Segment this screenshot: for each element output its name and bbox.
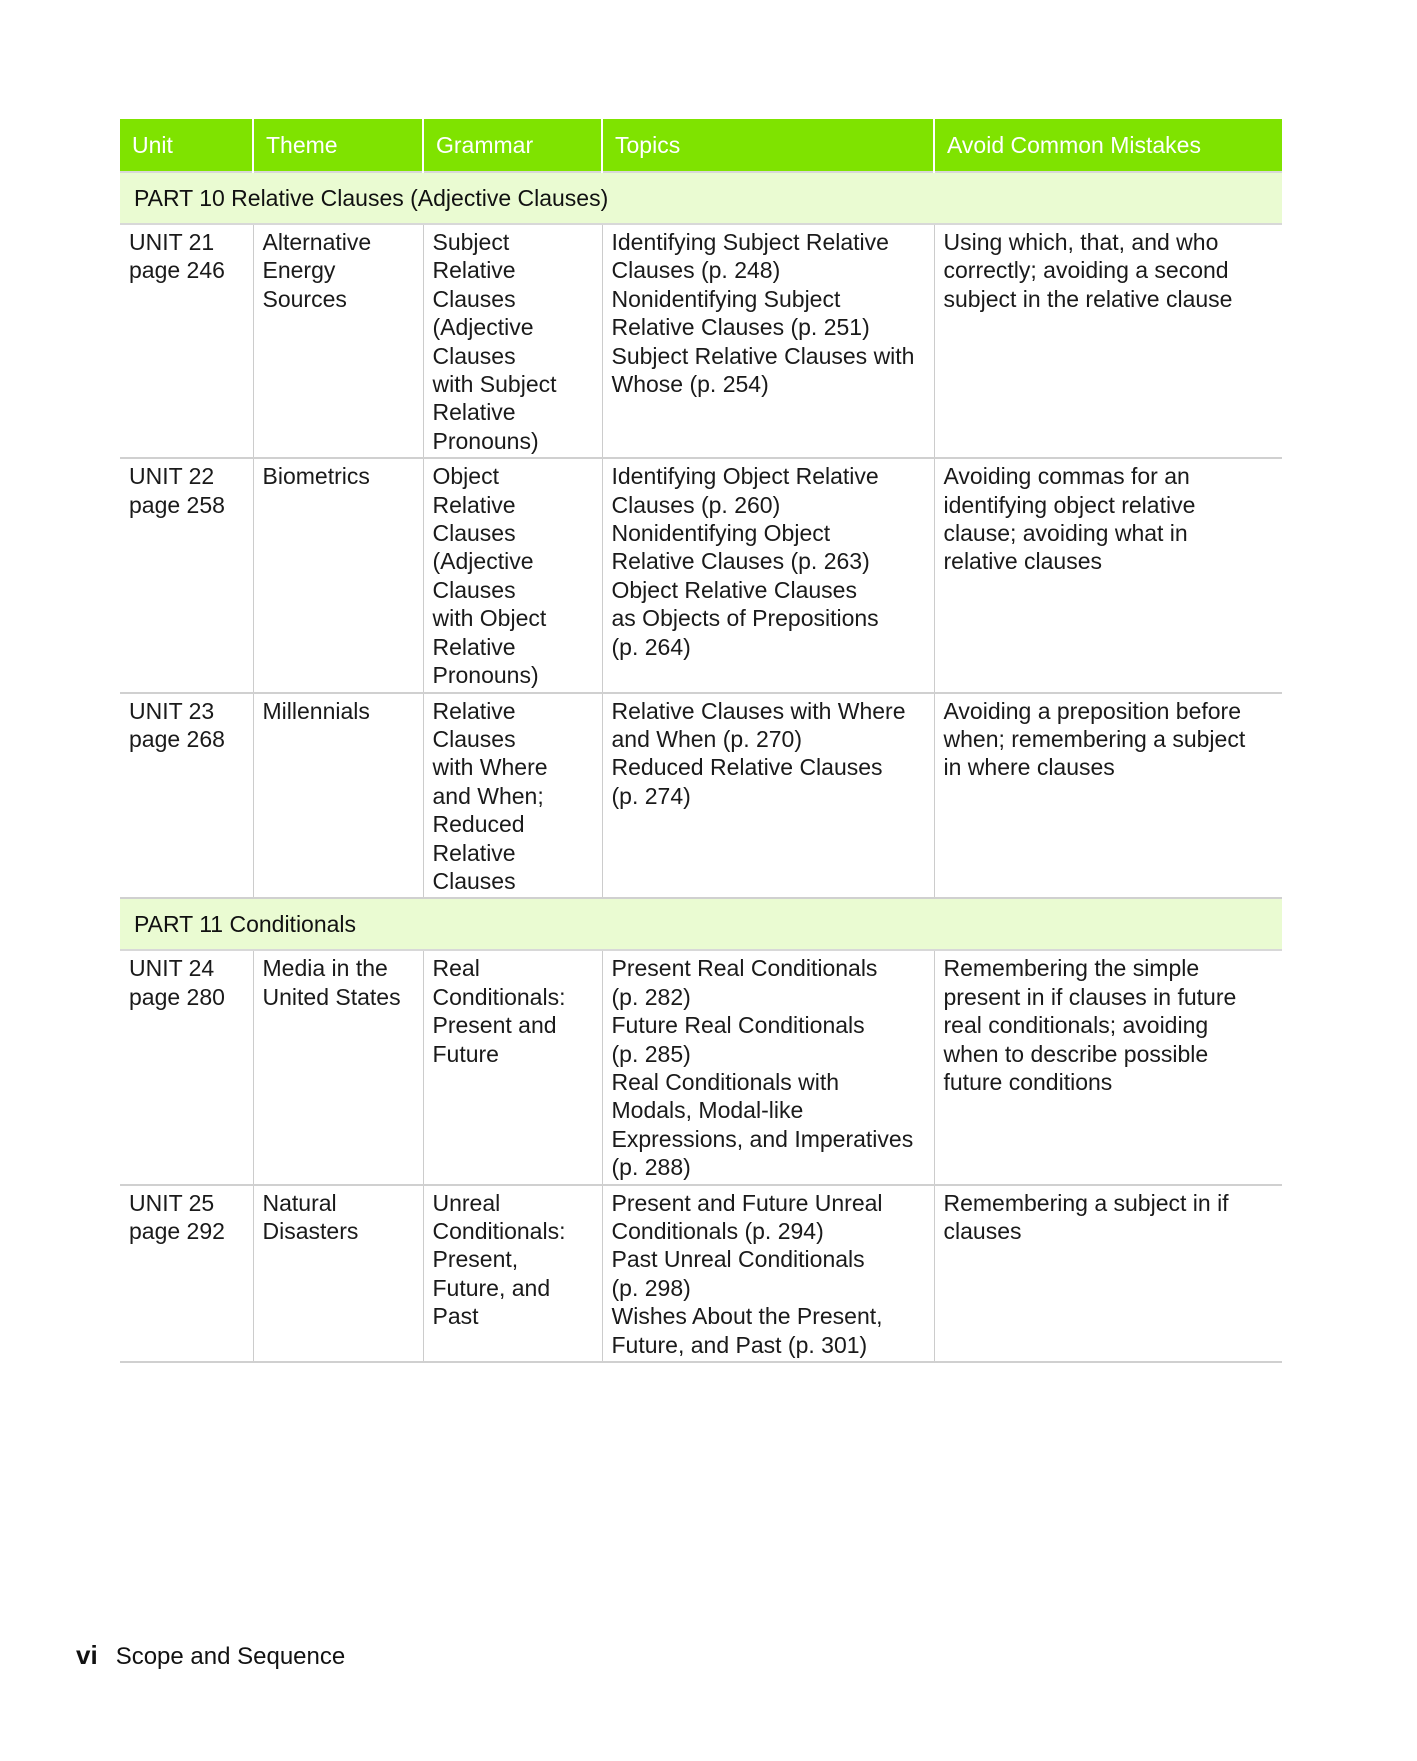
page-number: vi bbox=[76, 1640, 98, 1670]
grammar-line: Subject bbox=[432, 229, 510, 255]
theme-cell bbox=[253, 950, 423, 1184]
topics-line: Modals, Modal-like bbox=[611, 1097, 804, 1124]
topics-line: (p. 264) bbox=[611, 633, 691, 660]
mistakes-line: future conditions bbox=[943, 1068, 1113, 1095]
unit-line: page 246 bbox=[129, 257, 225, 284]
topics-line: Identifying Object Relative bbox=[611, 463, 879, 490]
topics-cell bbox=[602, 1185, 934, 1362]
grammar-cell bbox=[423, 224, 602, 458]
topics-line: Future Real Conditionals bbox=[611, 1012, 865, 1039]
theme-line: Biometrics bbox=[262, 463, 370, 490]
table-row bbox=[120, 693, 1282, 899]
grammar-line: Present, bbox=[432, 1246, 519, 1273]
grammar-line: Past bbox=[432, 1303, 479, 1330]
grammar-line: Real bbox=[432, 955, 480, 982]
part-row bbox=[120, 898, 1282, 950]
grammar-cell bbox=[423, 693, 602, 899]
mistakes-line: Avoiding commas for an bbox=[943, 463, 1190, 490]
topics-line: Reduced Relative Clauses bbox=[611, 754, 883, 781]
theme-cell bbox=[253, 1185, 423, 1362]
topics-line: Nonidentifying Object bbox=[611, 520, 831, 547]
grammar-line: Future bbox=[432, 1040, 499, 1067]
topics-cell bbox=[602, 224, 934, 458]
topics-line: as Objects of Prepositions bbox=[611, 605, 879, 632]
unit-line: UNIT 24 bbox=[129, 955, 215, 982]
unit-line: UNIT 22 bbox=[129, 463, 215, 490]
topics-line: Expressions, and Imperatives bbox=[611, 1125, 914, 1152]
header-unit: Unit bbox=[120, 119, 253, 172]
topics-line: (p. 288) bbox=[611, 1154, 691, 1181]
mistakes-line: correctly; avoiding a second bbox=[943, 257, 1229, 284]
grammar-line: Future, and bbox=[432, 1274, 551, 1301]
grammar-line: Relative bbox=[432, 491, 516, 518]
mistakes-line: subject in the relative clause bbox=[943, 285, 1233, 312]
table-row bbox=[120, 1185, 1282, 1362]
grammar-line: Clauses bbox=[432, 342, 516, 369]
mistakes-line: Avoiding a preposition before bbox=[943, 697, 1242, 724]
topics-line: (p. 274) bbox=[611, 782, 691, 809]
topics-line: Relative Clauses with Where bbox=[611, 697, 906, 724]
unit-line: page 292 bbox=[129, 1218, 225, 1244]
unit-cell bbox=[120, 458, 253, 692]
mistakes-cell bbox=[934, 1185, 1282, 1362]
grammar-cell bbox=[423, 950, 602, 1184]
mistakes-line: identifying object relative bbox=[943, 491, 1196, 518]
topics-line: Clauses (p. 248) bbox=[611, 257, 781, 284]
topics-line: Conditionals (p. 294) bbox=[611, 1218, 824, 1244]
grammar-line: (Adjective bbox=[432, 548, 534, 575]
topics-line: and When (p. 270) bbox=[611, 725, 803, 752]
grammar-line: Present and bbox=[432, 1012, 557, 1039]
section-title: Scope and Sequence bbox=[115, 1643, 346, 1670]
part-row bbox=[120, 172, 1282, 224]
header-topics: Topics bbox=[602, 119, 934, 172]
unit-line: UNIT 25 bbox=[129, 1189, 215, 1216]
grammar-line: Conditionals: bbox=[432, 983, 566, 1010]
part-title: PART 11 Conditionals bbox=[120, 898, 1282, 950]
topics-cell bbox=[602, 950, 934, 1184]
grammar-cell bbox=[423, 1185, 602, 1362]
topics-line: Present Real Conditionals bbox=[611, 955, 878, 982]
grammar-line: Clauses bbox=[432, 520, 516, 547]
grammar-line: Conditionals: bbox=[432, 1218, 566, 1244]
mistakes-cell bbox=[934, 693, 1282, 899]
mistakes-line: clauses bbox=[943, 1218, 1022, 1244]
mistakes-line: Remembering the simple bbox=[943, 955, 1200, 982]
page-footer bbox=[76, 1640, 345, 1671]
grammar-line: Relative bbox=[432, 697, 516, 724]
header-avoid-common-mistakes: Avoid Common Mistakes bbox=[934, 119, 1282, 172]
mistakes-line: Remembering a subject in if bbox=[943, 1189, 1229, 1216]
topics-line: Object Relative Clauses bbox=[611, 576, 857, 603]
scope-and-sequence-table-wrap bbox=[120, 119, 1282, 1363]
table-header-row bbox=[120, 119, 1282, 172]
theme-line: Disasters bbox=[262, 1218, 359, 1244]
theme-line: United States bbox=[262, 983, 401, 1010]
grammar-line: Unreal bbox=[432, 1189, 501, 1216]
unit-cell bbox=[120, 693, 253, 899]
mistakes-line: in where clauses bbox=[943, 754, 1115, 781]
topics-line: Wishes About the Present, bbox=[611, 1303, 883, 1330]
grammar-line: Pronouns) bbox=[432, 662, 539, 689]
grammar-line: Relative bbox=[432, 399, 516, 426]
theme-line: Natural bbox=[262, 1189, 337, 1216]
unit-line: page 280 bbox=[129, 983, 225, 1010]
mistakes-line: when to describe possible bbox=[943, 1040, 1209, 1067]
grammar-line: Object bbox=[432, 463, 499, 490]
mistakes-line: Using which, that, and who bbox=[943, 229, 1219, 255]
table-body bbox=[120, 172, 1282, 1362]
mistakes-line: real conditionals; avoiding bbox=[943, 1012, 1209, 1039]
theme-cell bbox=[253, 693, 423, 899]
theme-line: Sources bbox=[262, 285, 347, 312]
mistakes-cell bbox=[934, 458, 1282, 692]
unit-line: page 268 bbox=[129, 725, 225, 752]
header-grammar: Grammar bbox=[423, 119, 602, 172]
grammar-line: Reduced bbox=[432, 811, 525, 838]
unit-line: UNIT 21 bbox=[129, 229, 215, 255]
grammar-line: Relative bbox=[432, 839, 516, 866]
topics-line: Nonidentifying Subject bbox=[611, 285, 841, 312]
grammar-line: Relative bbox=[432, 633, 516, 660]
grammar-line: with Subject bbox=[432, 371, 557, 398]
topics-line: Clauses (p. 260) bbox=[611, 491, 781, 518]
grammar-line: Clauses bbox=[432, 576, 516, 603]
header-theme: Theme bbox=[253, 119, 423, 172]
theme-line: Energy bbox=[262, 257, 336, 284]
topics-line: (p. 298) bbox=[611, 1274, 691, 1301]
grammar-line: Relative bbox=[432, 257, 516, 284]
scope-and-sequence-table bbox=[120, 119, 1282, 1363]
theme-line: Media in the bbox=[262, 955, 388, 982]
topics-line: Subject Relative Clauses with bbox=[611, 342, 915, 369]
unit-line: UNIT 23 bbox=[129, 697, 215, 724]
part-title: PART 10 Relative Clauses (Adjective Clauses) bbox=[120, 172, 1282, 224]
table-row bbox=[120, 224, 1282, 458]
unit-cell bbox=[120, 1185, 253, 1362]
mistakes-line: clause; avoiding what in bbox=[943, 520, 1188, 547]
unit-line: page 258 bbox=[129, 491, 225, 518]
unit-cell bbox=[120, 224, 253, 458]
grammar-line: with Object bbox=[432, 605, 547, 632]
topics-line: (p. 285) bbox=[611, 1040, 691, 1067]
topics-line: Relative Clauses (p. 251) bbox=[611, 314, 870, 341]
topics-line: Identifying Subject Relative bbox=[611, 229, 889, 255]
topics-line: Whose (p. 254) bbox=[611, 371, 769, 398]
mistakes-line: when; remembering a subject bbox=[943, 725, 1246, 752]
table-row bbox=[120, 458, 1282, 692]
topics-line: Future, and Past (p. 301) bbox=[611, 1331, 868, 1358]
theme-line: Millennials bbox=[262, 697, 370, 724]
topics-line: Relative Clauses (p. 263) bbox=[611, 548, 870, 575]
topics-cell bbox=[602, 693, 934, 899]
mistakes-line: present in if clauses in future bbox=[943, 983, 1237, 1010]
grammar-line: Pronouns) bbox=[432, 427, 539, 454]
topics-line: (p. 282) bbox=[611, 983, 691, 1010]
grammar-line: and When; bbox=[432, 782, 544, 809]
unit-cell bbox=[120, 950, 253, 1184]
mistakes-line: relative clauses bbox=[943, 548, 1103, 575]
table-row bbox=[120, 950, 1282, 1184]
topics-line: Real Conditionals with bbox=[611, 1068, 840, 1095]
grammar-line: (Adjective bbox=[432, 314, 534, 341]
theme-line: Alternative bbox=[262, 229, 372, 255]
grammar-line: Clauses bbox=[432, 285, 516, 312]
mistakes-cell bbox=[934, 224, 1282, 458]
grammar-line: Clauses bbox=[432, 725, 516, 752]
theme-cell bbox=[253, 224, 423, 458]
topics-line: Past Unreal Conditionals bbox=[611, 1246, 865, 1273]
topics-cell bbox=[602, 458, 934, 692]
grammar-cell bbox=[423, 458, 602, 692]
topics-line: Present and Future Unreal bbox=[611, 1189, 883, 1216]
mistakes-cell bbox=[934, 950, 1282, 1184]
theme-cell bbox=[253, 458, 423, 692]
grammar-line: with Where bbox=[432, 754, 548, 781]
grammar-line: Clauses bbox=[432, 867, 516, 894]
